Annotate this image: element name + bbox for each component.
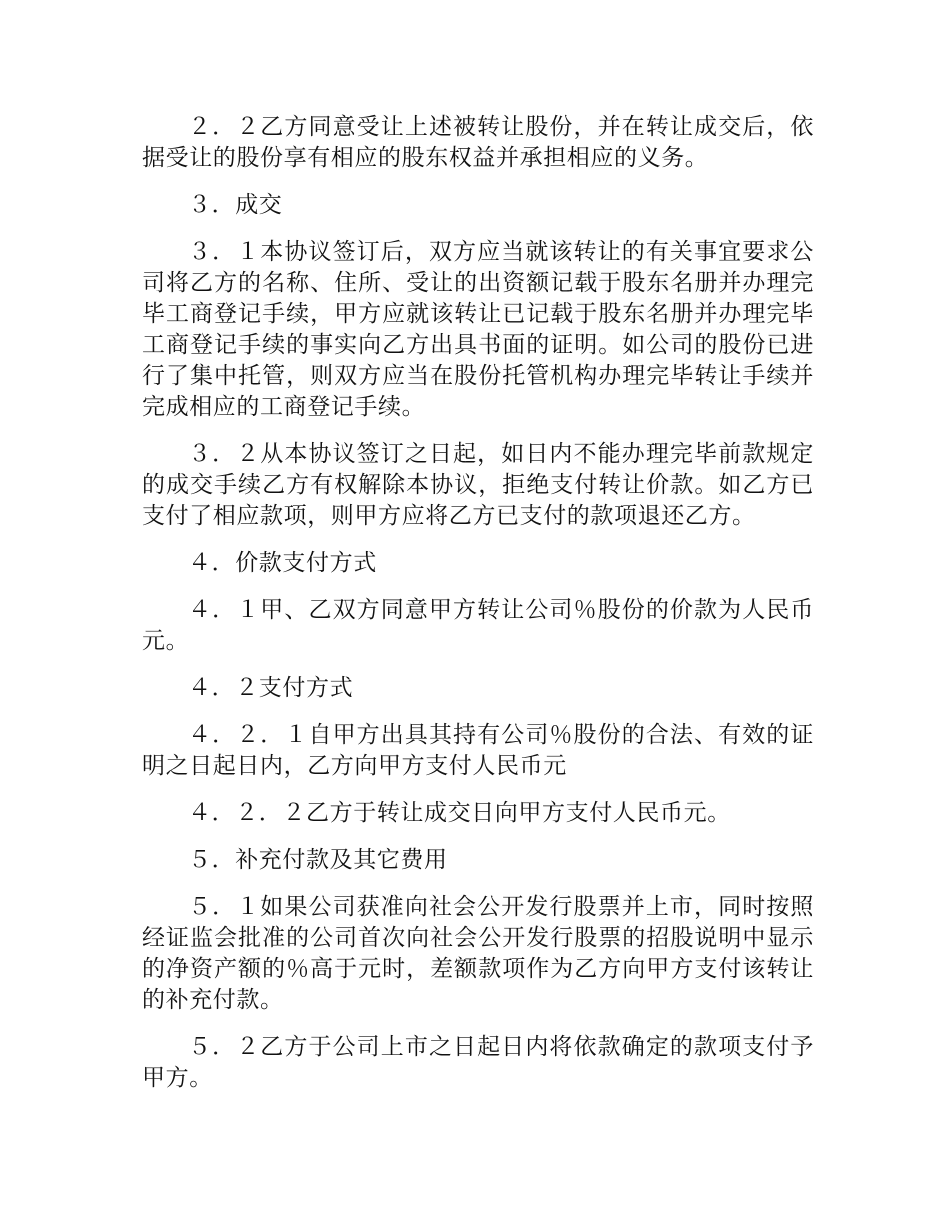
document-page [142,112,814,1110]
section-3-heading: ３．成交 [188,192,283,218]
clause-4-2-heading: ４．２支付方式 [188,675,354,701]
section-5-heading: ５．补充付款及其它费用 [188,847,448,873]
clause-3-1: ３．１本协议签订后，双方应当就该转让的有关事宜要求公司将乙方的名称、住所、受让的出资额记载于股东名册并办理完毕工商登记手续，甲方应就该转让已记载于股东名册并办理完毕工商登记手续的事实向乙方出具书面的证明。如公司的股份已进行了集中托管，则双方应当在股份托管机构办理完毕转让手续并完成相应的工商登记手续。 [142,239,814,420]
section-4-heading: ４．价款支付方式 [188,550,377,576]
clause-5-1: ５．１如果公司获准向社会公开发行股票并上市，同时按照经证监会批准的公司首次向社会公开发行股票的招股说明中显示的净资产额的％高于元时，差额款项作为乙方向甲方支付该转让的补充付款。 [142,894,814,1013]
clause-4-2-1: ４．２．１自甲方出具其持有公司％股份的合法、有效的证明之日起日内，乙方向甲方支付人民币元 [142,722,814,779]
clause-4-1: ４．１甲、乙双方同意甲方转让公司％股份的价款为人民币元。 [142,597,814,654]
clause-3-2: ３．２从本协议签订之日起，如日内不能办理完毕前款规定的成交手续乙方有权解除本协议，拒绝支付转让价款。如乙方已支付了相应款项，则甲方应将乙方已支付的款项退还乙方。 [142,441,814,529]
clause-5-2: ５．２乙方于公司上市之日起日内将依款确定的款项支付予甲方。 [142,1034,814,1091]
clause-4-2-2: ４．２．２乙方于转让成交日向甲方支付人民币元。 [188,800,731,826]
clause-2-2: ２．２乙方同意受让上述被转让股份，并在转让成交后，依据受让的股份享有相应的股东权益并承担相应的义务。 [142,114,814,171]
